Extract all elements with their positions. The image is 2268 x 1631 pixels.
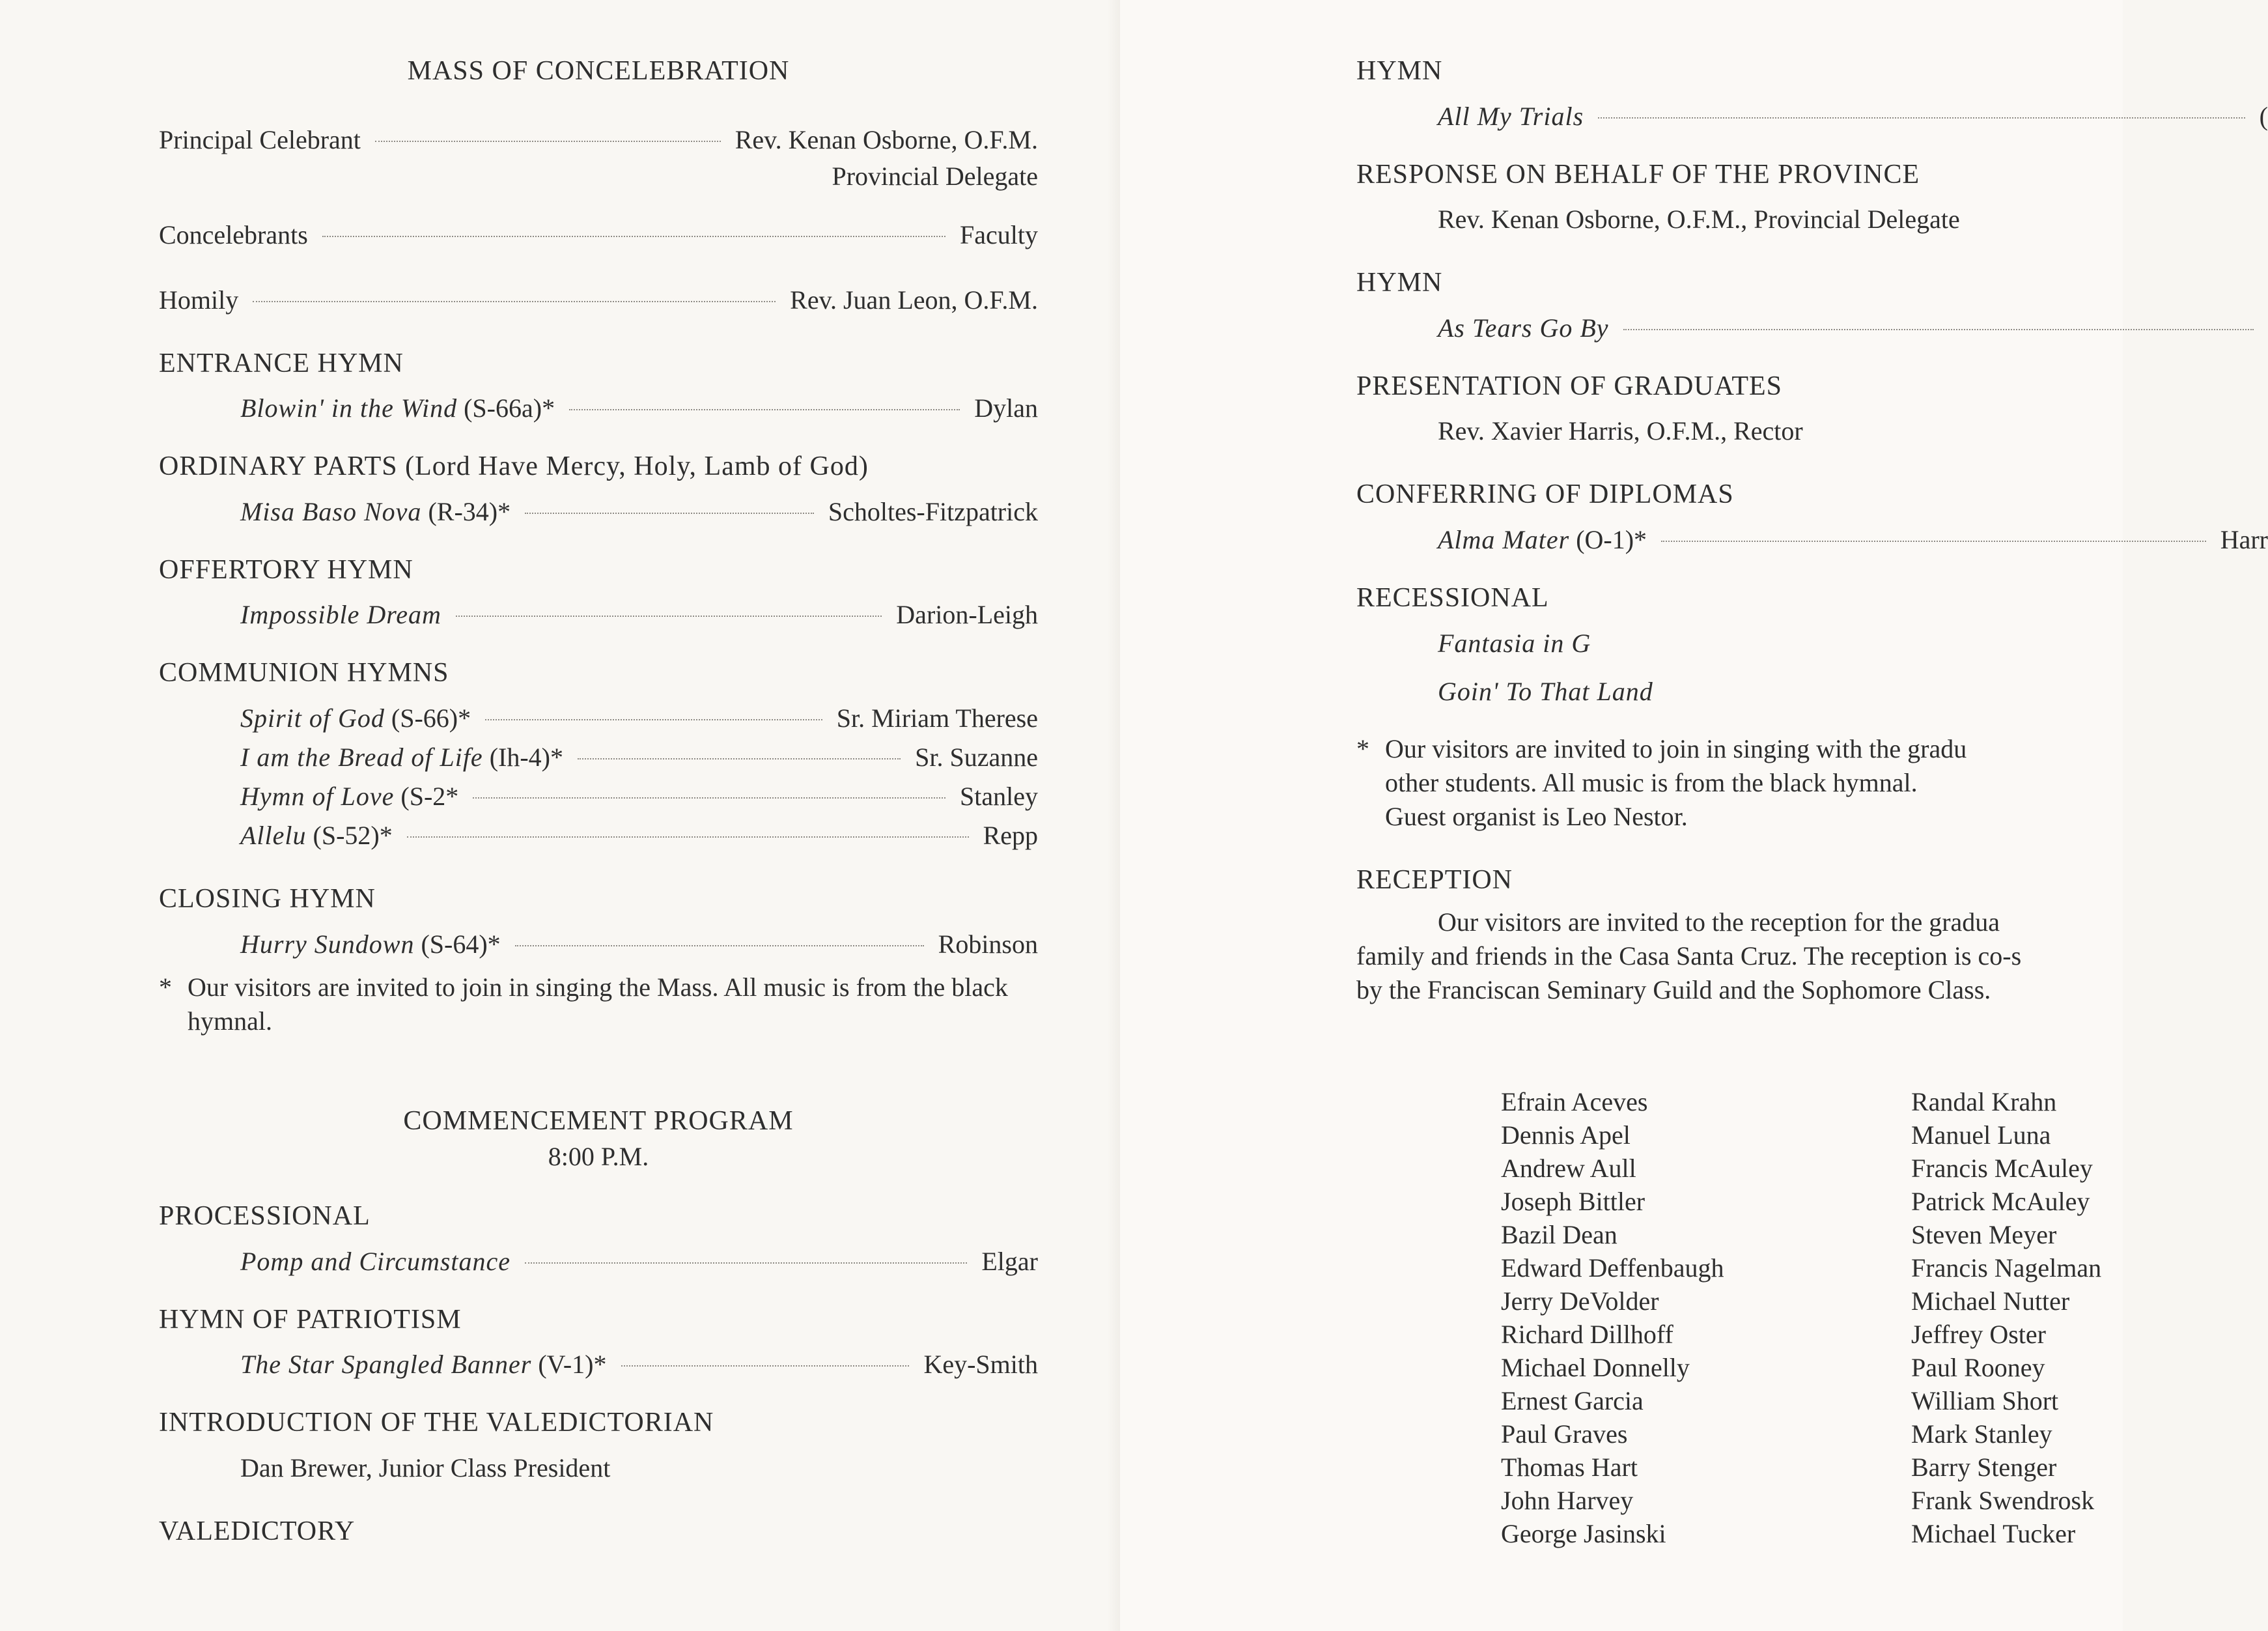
graduate-name: Francis McAuley xyxy=(1911,1154,2093,1184)
graduate-name: William Short xyxy=(1911,1386,2059,1416)
closing-ref: (S-64)* xyxy=(421,929,501,959)
leader-dots xyxy=(525,513,814,514)
leader-dots xyxy=(569,409,960,410)
presentation-text: Rev. Xavier Harris, O.F.M., Rector xyxy=(1438,416,1803,446)
graduate-name: Edward Deffenbaugh xyxy=(1501,1253,1724,1283)
graduate-name: Steven Meyer xyxy=(1911,1220,2057,1250)
processional-row xyxy=(159,1242,1038,1281)
patriotism-row xyxy=(159,1345,1038,1384)
graduate-name: Frank Swendrosk xyxy=(1911,1486,2095,1516)
conferring-head: CONFERRING OF DIPLOMAS xyxy=(1356,479,1734,510)
graduate-name: Richard Dillhoff xyxy=(1501,1320,1673,1350)
communion-title: I am the Bread of Life xyxy=(240,742,483,772)
communion-head: COMMUNION HYMNS xyxy=(159,658,449,688)
leader-dots xyxy=(322,236,945,237)
graduate-name: Thomas Hart xyxy=(1501,1453,1638,1482)
communion-row xyxy=(159,738,1038,777)
graduate-name: Jerry DeVolder xyxy=(1501,1286,1659,1316)
ordinary-ref: (R-34)* xyxy=(428,496,511,526)
footnote-line: Our visitors are invited to join in singing with the gradu xyxy=(1385,733,1967,763)
hymn-title: All My Trials xyxy=(1438,101,1584,131)
entrance-composer: Dylan xyxy=(974,393,1038,423)
graduate-name: John Harvey xyxy=(1501,1486,1634,1516)
communion-row xyxy=(159,816,1038,855)
response-text: Rev. Kenan Osborne, O.F.M., Provincial Delegate xyxy=(1438,205,1960,234)
communion-composer: Repp xyxy=(983,820,1038,850)
graduate-name: Joseph Bittler xyxy=(1501,1187,1645,1217)
recessional-item xyxy=(1356,672,2268,711)
leader-dots xyxy=(515,945,924,946)
hymn-row xyxy=(1356,309,2268,348)
graduate-name: Jeffrey Oster xyxy=(1911,1320,2046,1350)
hymn-composer: ( xyxy=(2259,101,2268,131)
leader-dots xyxy=(407,836,969,838)
graduate-name: George Jasinski xyxy=(1501,1519,1666,1549)
intro-valedictorian-text: Dan Brewer, Junior Class President xyxy=(240,1453,611,1482)
processional-composer: Elgar xyxy=(981,1246,1038,1276)
principal-label: Principal Celebrant xyxy=(159,124,361,154)
communion-title: Allelu xyxy=(240,820,307,850)
conferring-title: Alma Mater xyxy=(1438,524,1570,554)
response-head: RESPONSE ON BEHALF OF THE PROVINCE xyxy=(1356,159,1920,190)
footnote-text: Our visitors are invited to join in singing the Mass. All music is from the black hymnal. xyxy=(188,972,1008,1036)
graduate-name: Dennis Apel xyxy=(1501,1120,1631,1150)
patriotism-head: HYMN OF PATRIOTISM xyxy=(159,1304,462,1335)
concelebrants-value: Faculty xyxy=(960,220,1038,249)
entrance-title: Blowin' in the Wind xyxy=(240,393,458,423)
communion-ref: (S-2* xyxy=(400,781,459,811)
closing-hymn-row xyxy=(159,925,1038,964)
hymn-head: HYMN xyxy=(1356,56,1443,86)
patriotism-composer: Key-Smith xyxy=(923,1350,1038,1380)
graduate-name: Michael Tucker xyxy=(1911,1519,2076,1549)
ordinary-parts-row xyxy=(159,492,1038,532)
reception-line: by the Franciscan Seminary Guild and the Sophomore Class. xyxy=(1356,975,1991,1005)
principal-sub: Provincial Delegate xyxy=(832,161,1038,191)
processional-title: Pomp and Circumstance xyxy=(240,1246,511,1276)
recessional-title: Fantasia in G xyxy=(1438,628,1591,658)
principal-celebrant-row xyxy=(159,121,1038,160)
leader-dots xyxy=(485,719,822,720)
ordinary-composer: Scholtes-Fitzpatrick xyxy=(828,496,1038,526)
patriotism-title: The Star Spangled Banner xyxy=(240,1350,532,1380)
graduate-name: Bazil Dean xyxy=(1501,1220,1617,1250)
graduate-name: Mark Stanley xyxy=(1911,1419,2052,1449)
right-content xyxy=(1356,39,2268,1550)
conferring-ref: (O-1)* xyxy=(1576,524,1647,554)
footnote-star: * xyxy=(159,972,172,1002)
communion-ref: (S-66)* xyxy=(391,703,471,733)
entrance-hymn-head: ENTRANCE HYMN xyxy=(159,348,404,378)
leader-dots xyxy=(621,1365,910,1367)
reception-paragraph xyxy=(1356,905,2268,1007)
communion-composer: Sr. Suzanne xyxy=(915,742,1038,772)
footnote-star: * xyxy=(1356,733,1369,763)
offertory-composer: Darion-Leigh xyxy=(896,600,1038,630)
left-content xyxy=(159,39,1038,1550)
entrance-ref: (S-66a)* xyxy=(464,393,555,423)
footnote-line: Guest organist is Leo Nestor. xyxy=(1385,801,1688,831)
leader-dots xyxy=(525,1262,967,1264)
offertory-row xyxy=(159,595,1038,634)
communion-ref: (S-52)* xyxy=(313,820,393,850)
communion-composer: Sr. Miriam Therese xyxy=(836,703,1038,733)
concelebrants-row xyxy=(159,216,1038,255)
program-footnote xyxy=(1356,732,2268,834)
reception-line: Our visitors are invited to the reception for the gradua xyxy=(1438,907,2000,937)
graduate-name: Paul Graves xyxy=(1501,1419,1628,1449)
graduate-name: Manuel Luna xyxy=(1911,1120,2051,1150)
intro-valedictorian-head: INTRODUCTION OF THE VALEDICTORIAN xyxy=(159,1408,714,1438)
offertory-head: OFFERTORY HYMN xyxy=(159,554,413,585)
recessional-head: RECESSIONAL xyxy=(1356,582,1549,613)
closing-hymn-head: CLOSING HYMN xyxy=(159,883,376,914)
concelebrants-label: Concelebrants xyxy=(159,220,308,249)
processional-head: PROCESSIONAL xyxy=(159,1201,371,1232)
graduate-name: Andrew Aull xyxy=(1501,1154,1636,1184)
communion-title: Spirit of God xyxy=(240,703,385,733)
closing-title: Hurry Sundown xyxy=(240,929,415,959)
conferring-composer: Harr xyxy=(2220,524,2268,554)
ordinary-title: Misa Baso Nova xyxy=(240,496,422,526)
graduates-column-1 xyxy=(1501,1085,1911,1550)
patriotism-ref: (V-1)* xyxy=(538,1350,607,1380)
mass-footnote xyxy=(159,971,1038,1038)
communion-ref: (Ih-4)* xyxy=(489,742,563,772)
hymn-head: HYMN xyxy=(1356,268,1443,298)
communion-title: Hymn of Love xyxy=(240,781,395,811)
graduate-name: Ernest Garcia xyxy=(1501,1386,1644,1416)
principal-value: Rev. Kenan Osborne, O.F.M. xyxy=(735,124,1038,154)
graduate-name: Michael Donnelly xyxy=(1501,1353,1690,1383)
graduate-name: Patrick McAuley xyxy=(1911,1187,2090,1217)
conferring-row xyxy=(1356,520,2268,560)
leader-dots xyxy=(578,758,901,759)
graduates-list xyxy=(1501,1085,2268,1550)
mass-title: MASS OF CONCELEBRATION xyxy=(407,56,790,86)
leader-dots xyxy=(253,301,776,302)
homily-row xyxy=(159,281,1038,320)
graduate-name: Michael Nutter xyxy=(1911,1286,2070,1316)
reception-line: family and friends in the Casa Santa Cruz. The reception is co-s xyxy=(1356,941,2022,971)
recessional-title: Goin' To That Land xyxy=(1438,676,1653,706)
program-title: COMMENCEMENT PROGRAM xyxy=(403,1105,794,1136)
closing-composer: Robinson xyxy=(938,929,1038,959)
valedictory-head: VALEDICTORY xyxy=(159,1516,356,1546)
presentation-head: PRESENTATION OF GRADUATES xyxy=(1356,371,1783,401)
graduates-column-2 xyxy=(1911,1085,2172,1550)
communion-row xyxy=(159,699,1038,738)
entrance-hymn-row xyxy=(159,389,1038,428)
offertory-title: Impossible Dream xyxy=(240,600,441,630)
ordinary-parts-head: ORDINARY PARTS (Lord Have Mercy, Holy, Lamb of God) xyxy=(159,451,869,482)
program-time: 8:00 P.M. xyxy=(548,1142,649,1172)
hymn-title: As Tears Go By xyxy=(1438,313,1609,343)
graduate-name: Francis Nagelman xyxy=(1911,1253,2102,1283)
graduate-name: Efrain Aceves xyxy=(1501,1087,1648,1117)
right-page xyxy=(1120,0,2268,1631)
leader-dots xyxy=(1623,329,2254,330)
footnote-line: other students. All music is from the black hymnal. xyxy=(1385,767,1918,797)
leader-dots xyxy=(456,616,882,617)
graduate-name: Barry Stenger xyxy=(1911,1453,2057,1482)
recessional-item xyxy=(1356,624,2268,663)
homily-value: Rev. Juan Leon, O.F.M. xyxy=(790,285,1038,315)
leader-dots xyxy=(1661,541,2206,542)
leader-dots xyxy=(1598,117,2245,119)
reception-head: RECEPTION xyxy=(1356,864,1513,895)
hymn-row xyxy=(1356,97,2268,136)
communion-row xyxy=(159,777,1038,816)
homily-label: Homily xyxy=(159,285,239,315)
leader-dots xyxy=(473,797,945,799)
communion-composer: Stanley xyxy=(960,781,1038,811)
graduate-name: Paul Rooney xyxy=(1911,1353,2045,1383)
leader-dots xyxy=(375,141,721,142)
graduate-name: Randal Krahn xyxy=(1911,1087,2057,1117)
left-page xyxy=(0,0,1120,1631)
